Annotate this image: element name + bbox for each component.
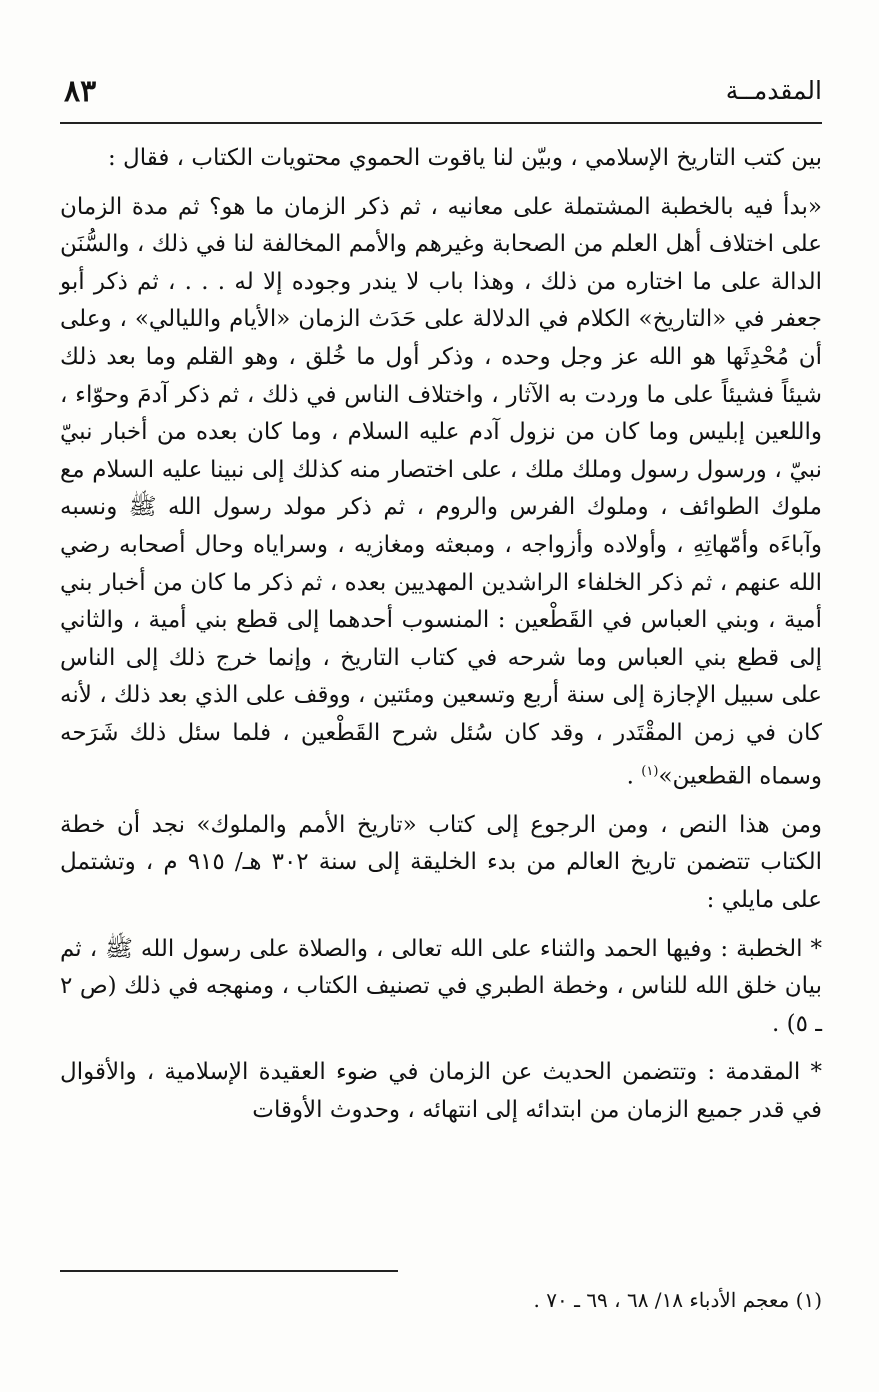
paragraph: * المقدمة : وتتضمن الحديث عن الزمان في ضوء العقيدة الإسلامية ، والأقوال في قدر جميع الزمان من ابتدائه إلى انتهائه ، وحدوث الأوقات xyxy=(60,1059,822,1123)
running-header xyxy=(60,70,822,116)
body-text xyxy=(60,140,822,1130)
header-rule xyxy=(60,122,822,124)
section-title: المقدمــة xyxy=(725,76,822,105)
quote-text: «بدأ فيه بالخطبة المشتملة على معانيه ، ثم ذكر الزمان ما هو؟ ثم مدة الزمان على اختلاف أهل العلم من الصحابة وغيرهم والأمم المخالفة لنا في ذلك ، والسُّنَن الدالة على ما اختاره من ذلك ، وهذا باب لا يندر وجوده إلا له . . . ، ثم ذكر أبو جعفر في «التاريخ» الكلام في الدلالة على حَدَث الزمان «الأيام والليالي» ، وعلى أن مُحْدِثَها هو الله عز وجل وحده ، وذكر أول ما خُلق ، وهو القلم وما بعد ذلك شيئاً فشيئاً على ما وردت به الآثار ، واختلاف الناس في ذلك ، ثم ذكر آدمَ وحوّاء ، واللعين إبليس وما كان من نزول آدم عليه السلام ، وما كان بعده من أخبار نبيّ نبيّ ، ورسول رسول وملك ملك ، على اختصار منه كذلك إلى نبينا عليه السلام مع ملوك الطوائف ، وملوك الفرس والروم ، ثم ذكر مولد رسول الله ﷺ ونسبه وآباءَه وأمّهاتِهِ ، وأولاده وأزواجه ، ومبعثه ومغازيه ، وسراياه وحال أصحابه رضي الله عنهم ، ثم ذكر الخلفاء الراشدين المهديين بعده ، ثم ذكر ما كان من أخبار بني أمية ، وبني العباس في القَطْعين : المنسوب أحدهما إلى قطع بني أمية ، والثاني إلى قطع بني العباس وما شرحه في كتاب التاريخ ، وإنما خرج ذلك إلى الناس على سبيل الإجازة إلى سنة أربع وتسعين ومئتين ، ووقف على الذي بعد ذلك ، لأنه كان في زمن المقْتَدر ، وقد كان سُئل شرح القَطْعين ، فلما سئل ذلك شَرَحه وسماه القطعين» xyxy=(60,193,822,790)
paragraph: ومن هذا النص ، ومن الرجوع إلى كتاب «تاريخ الأمم والملوك» نجد أن خطة الكتاب تتضمن تاريخ العالم من بدء الخليقة إلى سنة ٣٠٢ هـ/ ٩١٥ م ، وتشتمل على مايلي : xyxy=(60,811,823,913)
page-number: ٨٣ xyxy=(64,74,97,109)
footnote: (١) معجم الأدباء ١٨/ ٦٨ ، ٦٩ ـ ٧٠ . xyxy=(533,1288,822,1312)
footnote-marker: (١) xyxy=(641,763,659,779)
paragraph: بين كتب التاريخ الإسلامي ، وبيّن لنا ياقوت الحموي محتويات الكتاب ، فقال : xyxy=(107,145,822,171)
paragraph: * الخطبة : وفيها الحمد والثناء على الله تعالى ، والصلاة على رسول الله ﷺ ، ثم بيان خلق الله للناس ، وخطة الطبري في تصنيف الكتاب ، ومنهجه في ذلك (ص ٢ ـ ٥) . xyxy=(60,935,822,1037)
quote-paragraph: «بدأ فيه بالخطبة المشتملة على معانيه ، ثم ذكر الزمان ما هو؟ ثم مدة الزمان على اختلاف أهل العلم من الصحابة وغيرهم والأمم المخالفة لنا في ذلك ، والسُّنَن الدالة على ما اختاره من ذلك ، وهذا باب لا يندر وجوده إلا له . . . ، ثم ذكر أبو جعفر في «التاريخ» الكلام في الدلالة على حَدَث الزمان «الأيام والليالي» ، وعلى أن مُحْدِثَها هو الله عز وجل وحده ، وذكر أول ما خُلق ، وهو القلم وما بعد ذلك شيئاً فشيئاً على ما وردت به الآثار ، واختلاف الناس في ذلك ، ثم ذكر آدمَ وحوّاء ، واللعين إبليس وما كان من نزول آدم عليه السلام ، وما كان بعده من أخبار نبيّ نبيّ ، ورسول رسول وملك ملك ، على اختصار منه كذلك إلى نبينا عليه السلام مع ملوك الطوائف ، وملوك الفرس والروم ، ثم ذكر مولد رسول الله ﷺ ونسبه وآباءَه وأمّهاتِهِ ، وأولاده وأزواجه ، ومبعثه ومغازيه ، وسراياه وحال أصحابه رضي الله عنهم ، ثم ذكر الخلفاء الراشدين المهديين بعده ، ثم ذكر ما كان من أخبار بني أمية ، وبني العباس في القَطْعين : المنسوب أحدهما إلى قطع بني أمية ، والثاني إلى قطع بني العباس وما شرحه في كتاب التاريخ ، وإنما خرج ذلك إلى الناس على سبيل الإجازة إلى سنة أربع وتسعين ومئتين ، ووقف على الذي بعد ذلك ، لأنه كان في زمن المقْتَدر ، وقد كان سُئل شرح القَطْعين ، فلما سئل ذلك شَرَحه وسماه القطعين»$^{(١)}$ . xyxy=(60,193,822,790)
footnote-rule xyxy=(60,1270,398,1272)
book-page xyxy=(60,70,823,1312)
